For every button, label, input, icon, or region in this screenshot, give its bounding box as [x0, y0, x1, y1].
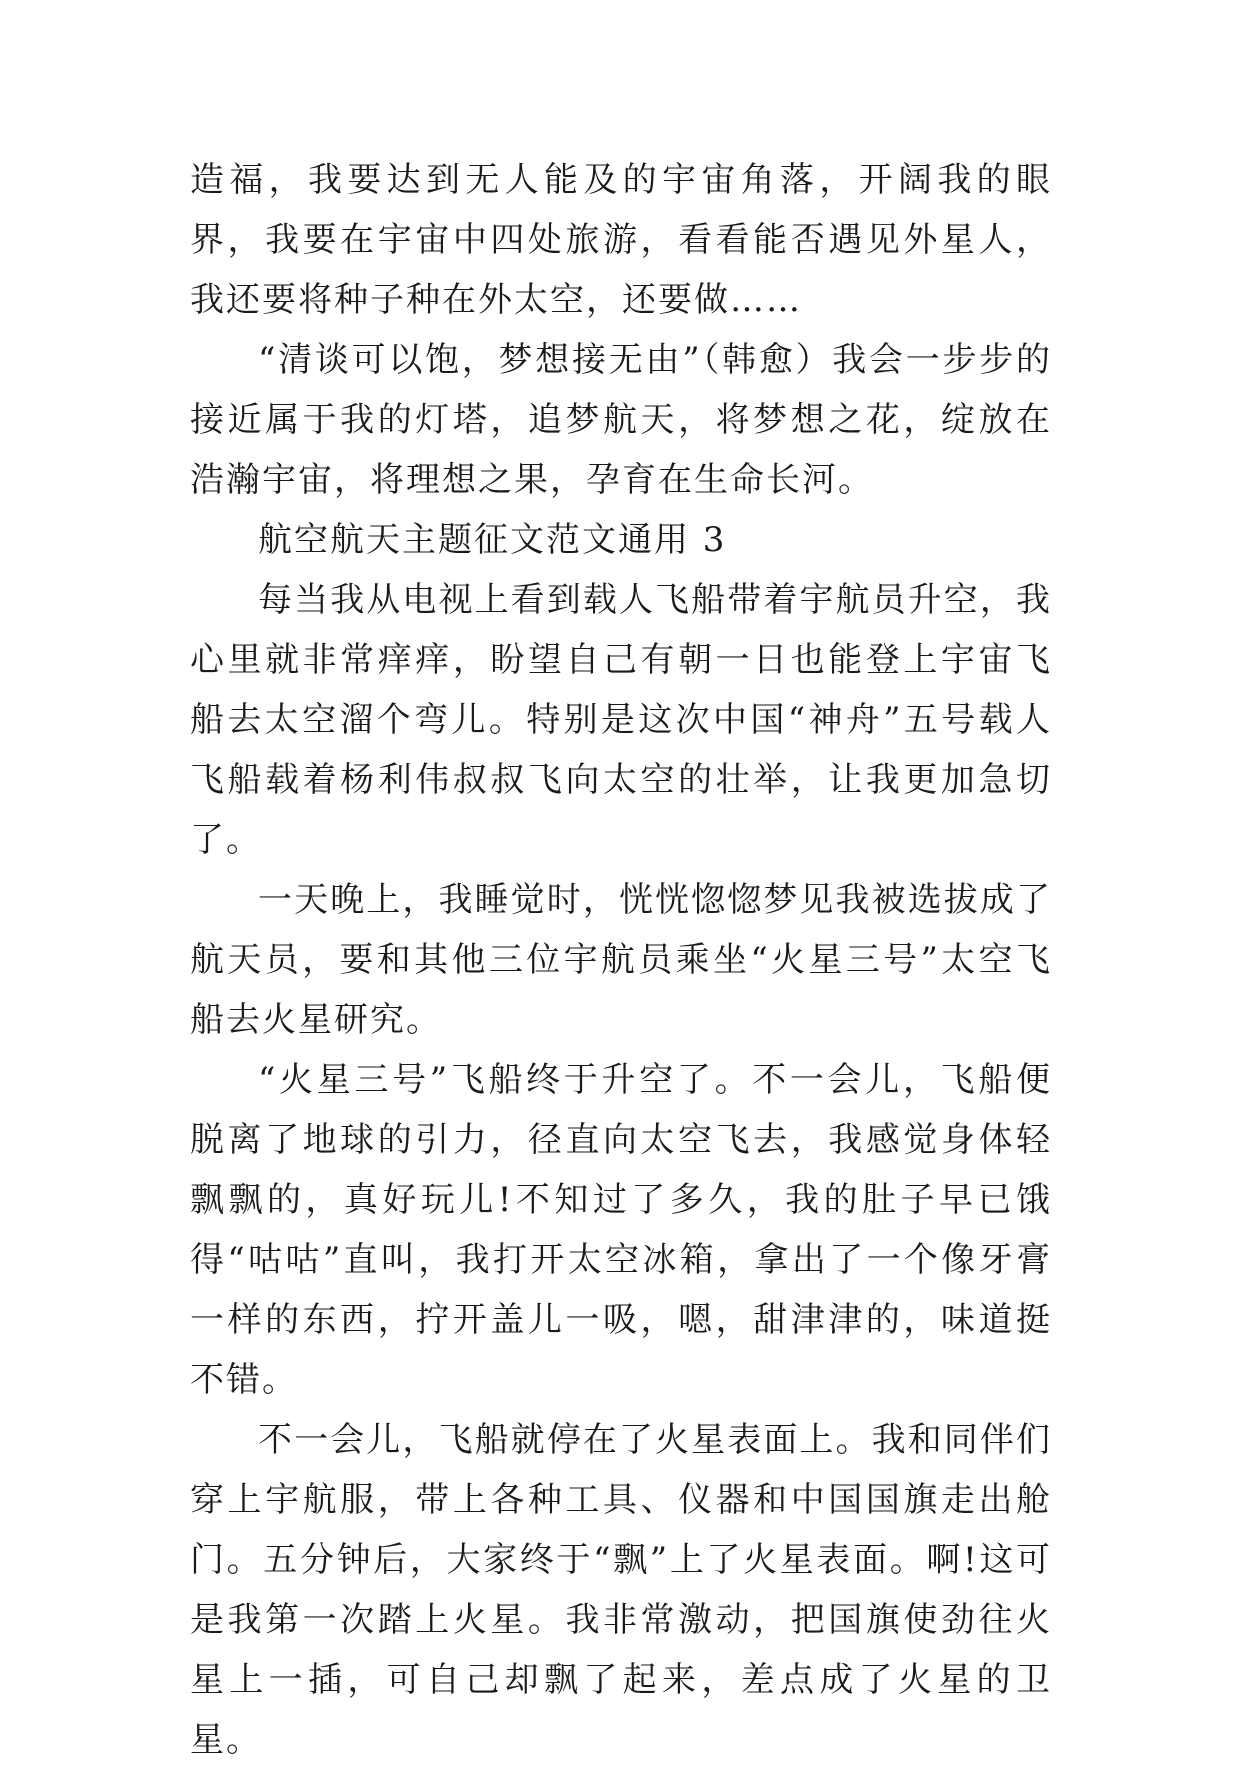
- paragraph-mars: 不一会儿，飞船就停在了火星表面上。我和同伴们穿上宇航服，带上各种工具、仪器和中国国旗走出舱门。五分钟后，大家终于“飘”上了火星表面。啊!这可是我第一次踏上火星。我非常激动，把国旗使劲往火星上一插，可自己却飘了起来，差点成了火星的卫星。: [190, 1420, 1052, 1760]
- section-heading: 航空航天主题征文范文通用 3: [258, 520, 727, 560]
- paragraph-dream: 一天晚上，我睡觉时，恍恍惚惚梦见我被选拔成了航天员，要和其他三位宇航员乘坐“火星三号”太空飞船去火星研究。: [190, 880, 1052, 1040]
- paragraph-intro: 每当我从电视上看到载人飞船带着宇航员升空，我心里就非常痒痒，盼望自己有朝一日也能登上宇宙飞船去太空溜个弯儿。特别是这次中国“神舟”五号载人飞船载着杨利伟叔叔飞向太空的壮举，让我更加急切了。: [190, 580, 1052, 860]
- paragraph-launch: “火星三号”飞船终于升空了。不一会儿，飞船便脱离了地球的引力，径直向太空飞去，我感觉身体轻飘飘的，真好玩儿!不知过了多久，我的肚子早已饿得“咕咕”直叫，我打开太空冰箱，拿出了一个像牙膏一样的东西，拧开盖儿一吸，嗯，甜津津的，味道挺不错。: [190, 1060, 1052, 1400]
- paragraph-quote: “清谈可以饱，梦想接无由”（韩愈）我会一步步的接近属于我的灯塔，追梦航天，将梦想之花，绽放在浩瀚宇宙，将理想之果，孕育在生命长河。: [190, 340, 1052, 500]
- paragraph-continuation: 造福，我要达到无人能及的宇宙角落，开阔我的眼界，我要在宇宙中四处旅游，看看能否遇见外星人，我还要将种子种在外太空，还要做……: [190, 160, 1052, 320]
- document-body: [190, 150, 1052, 1770]
